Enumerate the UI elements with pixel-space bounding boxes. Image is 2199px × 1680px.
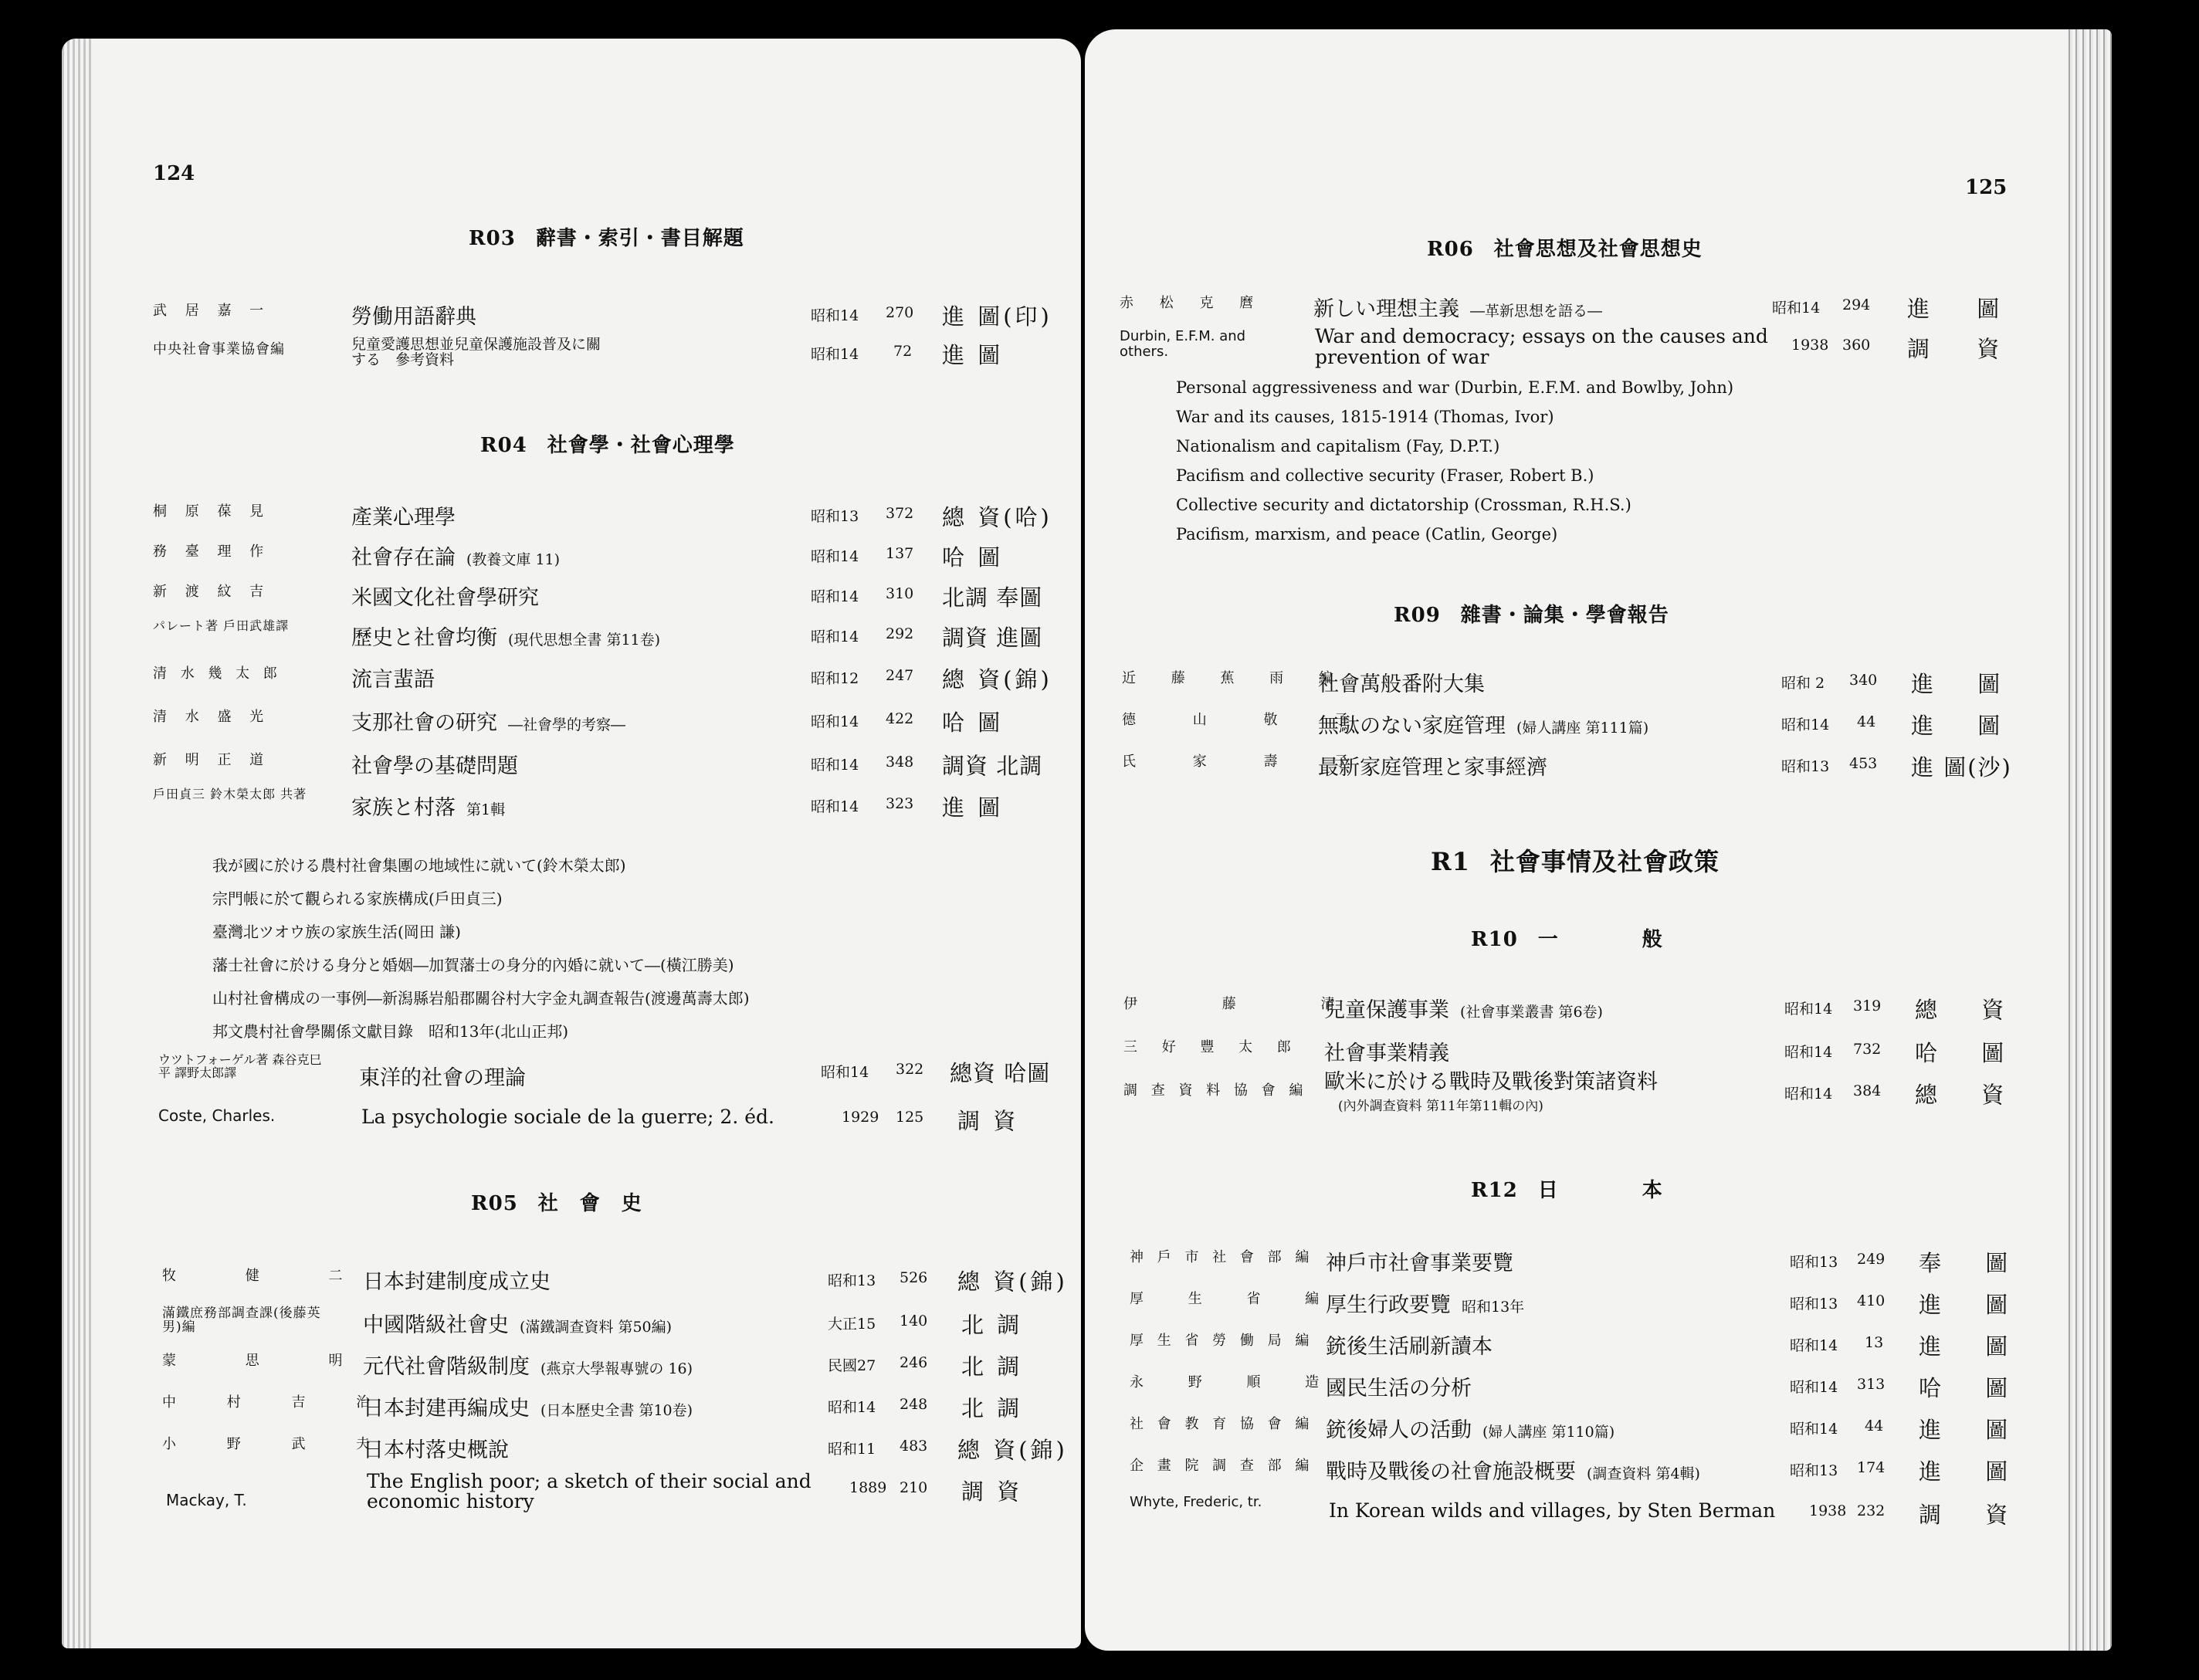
contents-line: War and its causes, 1815-1914 (Thomas, Ivor) [1176,408,1554,426]
bib-entry: 近 藤 蕉 雨 編 社會萬般番附大集 昭和 2 340 進 圖 [1122,670,2019,697]
contents-line: Pacifism and collective security (Fraser, Robert B.) [1176,466,1594,485]
contents-line: 邦文農村社會學關係文獻目錄 昭和13年(北山正邦) [212,1022,569,1041]
bib-entry: 務 臺 理 作 社會存在論 (教養文庫 11) 昭和14 137 哈 圖 [153,544,1004,571]
contents-line: 藩士社會に於ける身分と婚姻―加賀藩士の身分的內婚に就いて―(橫江勝美) [212,956,734,974]
bib-entry: Coste, Charles. La psychologie sociale de la guerre; 2. éd. 1929 125 調 資 [158,1106,1019,1134]
bib-entry: ウツトフォーゲル著 森谷克巳平 譯野太郎譯 東洋的社會の理論 昭和14 322 總資 哈圖 [158,1052,1051,1090]
bib-entry: 中央社會事業協會編 兒童愛護思想並兒童保護施設普及に關する 參考資料 昭和14 72 進 圖 [153,336,1004,368]
bib-entry: 中 村 吉 治 日本封建再編成史 (日本歷史全書 第10卷) 昭和14 248 北 調 [162,1394,1023,1421]
section-heading: R04 社會學・社會心理學 [480,434,735,457]
section-heading: R10 一 般 [1471,928,1663,951]
bib-entry: 新 渡 紋 吉 米國文化社會學研究 昭和14 310 北調 奉圖 [153,584,1043,611]
page-edge [2065,29,2112,1651]
bib-entry: 滿鐵庶務部調查課(後藤英男)編 中國階級社會史 (滿鐵調查資料 第50編) 大正15 140 北 調 [162,1306,1023,1338]
section-heading: R1 社會事情及社會政策 [1431,847,1720,876]
bib-entry: Whyte, Frederic, tr. In Korean wilds and villages, by Sten Berman 1938 232 調 資 [1130,1494,2027,1528]
bib-entry: 戶田貞三 鈴木榮太郎 共著 家族と村落 第1輯 昭和14 323 進 圖 [153,787,1004,821]
bib-entry: 企 畫 院 調 查 部 編 戰時及戰後の社會施設概要 (調查資料 第4輯) 昭和13 174 進 圖 [1130,1458,2027,1485]
page-number: 125 [1965,176,2008,199]
section-heading: R05 社 會 史 [471,1192,642,1215]
left-page [62,39,1081,1648]
right-page [1085,29,2112,1651]
bib-entry: Mackay, T. The English poor; a sketch of their social and economic history 1889 210 調 資 [166,1470,1023,1512]
section-heading: R03 辭書・索引・書目解題 [469,227,744,250]
bib-entry: 調 查 資 料 協 會 編 歐米に於ける戰時及戰後對策諸資料 (內外調查資料 第11年第11輯の內) 昭和14 384 總 資 [1123,1070,2023,1114]
contents-line: Pacifism, marxism, and peace (Catlin, George) [1176,525,1558,544]
bib-entry: 厚 生 省 編 厚生行政要覽 昭和13年 昭和13 410 進 圖 [1130,1291,2027,1318]
section-heading: R09 雜書・論集・學會報告 [1394,604,1669,627]
bib-entry: Durbin, E.F.M. and others. War and democracy; essays on the causes and prevention of war 1938 360 調 資 [1120,325,2020,368]
bib-entry: 德 山 敬 子 無駄のない家庭管理 (婦人講座 第111篇) 昭和14 44 進 圖 [1122,712,2019,739]
bib-entry: 永 野 順 造 國民生活の分析 昭和14 313 哈 圖 [1130,1374,2027,1401]
bib-entry: 新 明 正 道 社會學の基礎問題 昭和14 348 調資 北調 [153,752,1043,779]
bib-entry: 清 水 盛 光 支那社會の研究 ―社會學的考察― 昭和14 422 哈 圖 [153,709,1004,736]
bib-entry: 桐 原 葆 見 產業心理學 昭和13 372 總 資(哈) [153,503,1052,530]
contents-line: Personal aggressiveness and war (Durbin, E.F.M. and Bowlby, John) [1176,378,1734,397]
bib-entry: 清 水 幾 太 郎 流言蜚語 昭和12 247 總 資(錦) [153,666,1052,693]
bib-entry: 厚 生 省 勞 働 局 編 銃後生活刷新讀本 昭和14 13 進 圖 [1130,1333,2027,1360]
bib-entry: 三 好 豐 太 郎 社會事業精義 昭和14 732 哈 圖 [1123,1039,2023,1066]
bib-entry: 赤 松 克 麿 新しい理想主義 ―革新思想を語る― 昭和14 294 進 圖 [1120,295,2020,322]
bib-entry: 氏 家 壽 子 最新家庭管理と家事經濟 昭和13 453 進 圖(沙) [1122,754,2012,781]
bib-entry: 小 野 武 夫 日本村落史概說 昭和11 483 總 資(錦) [162,1436,1068,1463]
contents-line: 臺灣北ツオウ族の家族生活(岡田 謙) [212,923,461,941]
section-heading: R06 社會思想及社會思想史 [1427,238,1703,261]
bib-entry: パレート著 戶田武雄譯 歷史と社會均衡 (現代思想全書 第11卷) 昭和14 292 調資 進圖 [153,618,1043,651]
bib-entry: 牧 健 二 日本封建制度成立史 昭和13 526 總 資(錦) [162,1268,1068,1295]
bib-entry: 社 會 教 育 協 會 編 銃後婦人の活動 (婦人講座 第110篇) 昭和14 44 進 圖 [1130,1416,2027,1443]
bib-entry: 伊 藤 清 兒童保護事業 (社會事業叢書 第6卷) 昭和14 319 總 資 [1123,996,2023,1023]
contents-line: 山村社會構成の一事例―新潟縣岩船郡關谷村大字金丸調查報告(渡邊萬壽太郎) [212,989,750,1008]
page-number: 124 [153,162,195,185]
bib-entry: 武 居 嘉 一 勞働用語辭典 昭和14 270 進 圖(印) [153,303,1052,330]
contents-line: 宗門帳に於て觀られる家族構成(戶田貞三) [212,889,503,908]
section-heading: R12 日 本 [1471,1179,1663,1202]
contents-line: 我が國に於ける農村社會集團の地域性に就いて(鈴木榮太郎) [212,856,626,875]
bib-entry: 蒙 思 明 元代社會階級制度 (燕京大學報專號の 16) 民國27 246 北 調 [162,1353,1023,1380]
bib-entry: 神 戶 市 社 會 部 編 神戶市社會事業要覽 昭和13 249 奉 圖 [1130,1249,2027,1276]
contents-line: Nationalism and capitalism (Fay, D.P.T.) [1176,437,1500,456]
contents-line: Collective security and dictatorship (Crossman, R.H.S.) [1176,496,1631,514]
